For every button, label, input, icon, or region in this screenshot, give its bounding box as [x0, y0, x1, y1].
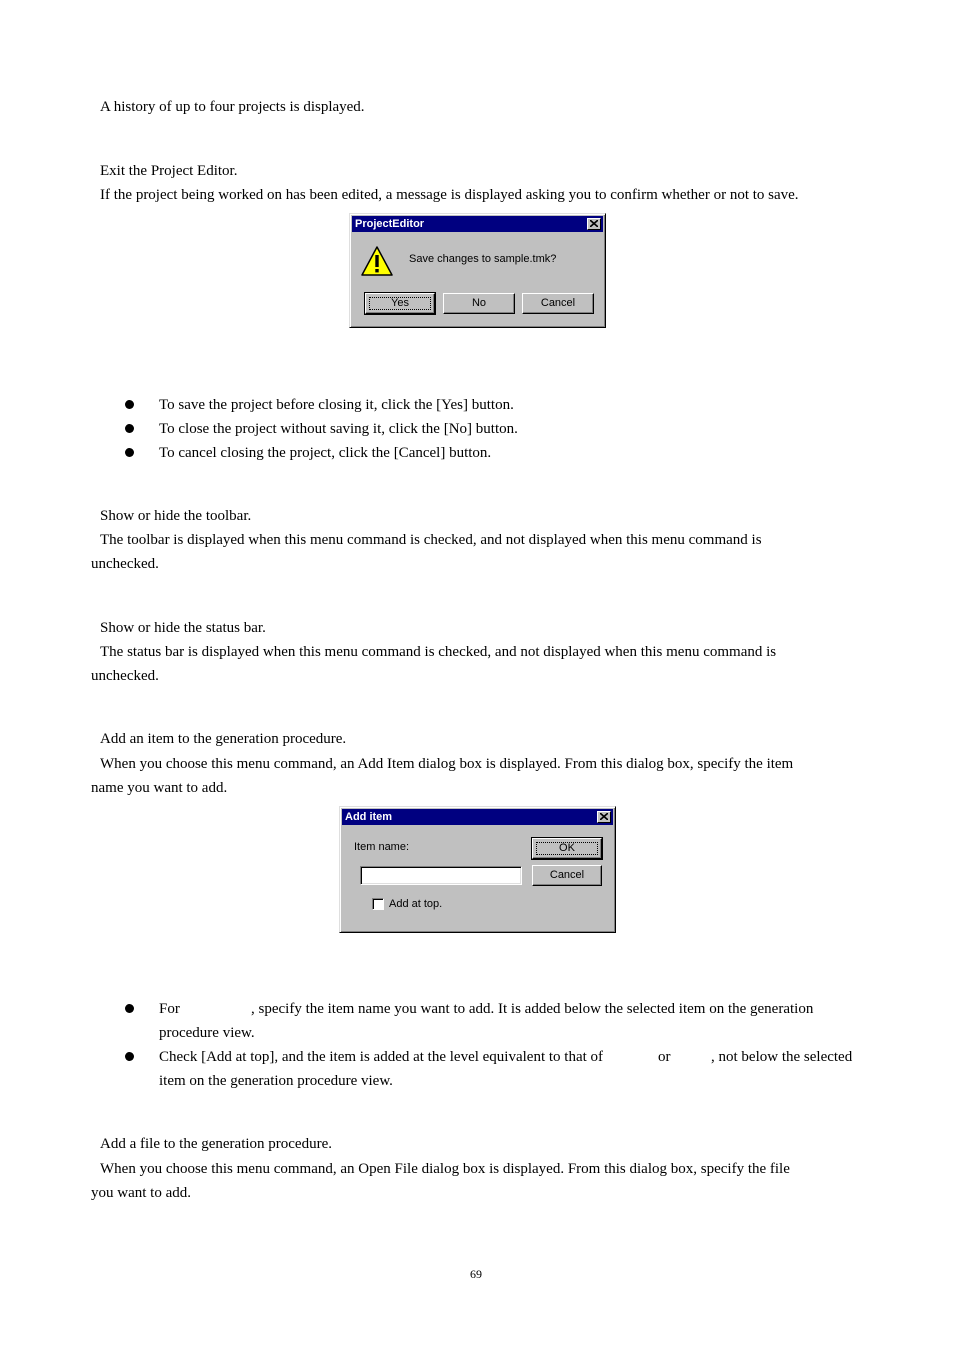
exit-detail: If the project being worked on has been edited, a message is displayed asking you to confirm whether or not to save.: [100, 187, 799, 203]
addfile-detail-cont: you want to add.: [91, 1185, 191, 1201]
statusbar-detail-cont: unchecked.: [91, 668, 159, 684]
cancel-button[interactable]: [532, 865, 602, 886]
no-button[interactable]: [443, 293, 515, 314]
warning-icon: [361, 246, 393, 276]
save-changes-dialog: [349, 213, 606, 328]
cancel-button-label: Cancel: [549, 869, 585, 881]
bullet: [125, 1052, 134, 1061]
toolbar-detail: The toolbar is displayed when this menu command is checked, and not displayed when this menu command is: [100, 532, 762, 548]
no-button-label: No: [471, 297, 487, 309]
bullet: [125, 448, 134, 457]
recent-projects-text: A history of up to four projects is displayed.: [100, 99, 365, 115]
cancel-button-label: Cancel: [540, 297, 576, 309]
add-item-dialog: [339, 806, 616, 933]
ok-button-label: OK: [559, 842, 575, 854]
close-icon: [590, 220, 598, 227]
bullet: [125, 424, 134, 433]
save-message: Save changes to sample.tmk?: [409, 253, 557, 265]
addfile-description: Add a file to the generation procedure.: [100, 1136, 332, 1152]
yes-button[interactable]: [365, 293, 435, 314]
cancel-button[interactable]: [522, 293, 594, 314]
yes-button-label: Yes: [391, 297, 409, 309]
exit-description: Exit the Project Editor.: [100, 163, 238, 179]
list-item: To save the project before closing it, click the [Yes] button.: [159, 397, 514, 413]
add-at-top-label: Add at top.: [389, 898, 443, 910]
page-number: 69: [470, 1267, 482, 1281]
list-item-or: or: [658, 1049, 671, 1065]
list-item-text: , specify the item name you want to add. It is added below the selected item on the generation: [251, 1001, 814, 1017]
add-at-top-checkbox[interactable]: [372, 898, 384, 910]
list-item-text: Check [Add at top], and the item is added at the level equivalent to that of: [159, 1049, 604, 1065]
item-name-label: Item name:: [354, 841, 410, 853]
list-item-text-cont: item on the generation procedure view.: [159, 1073, 393, 1089]
close-button[interactable]: [587, 218, 601, 230]
toolbar-description: Show or hide the toolbar.: [100, 508, 252, 524]
list-item-for: For: [159, 1001, 180, 1017]
close-button[interactable]: [597, 811, 611, 823]
dialog-title: ProjectEditor: [355, 218, 425, 230]
statusbar-detail: The status bar is displayed when this menu command is checked, and not displayed when this menu command is: [100, 644, 777, 660]
close-icon: [600, 813, 608, 820]
additem-detail-cont: name you want to add.: [91, 780, 228, 796]
additem-description: Add an item to the generation procedure.: [100, 731, 347, 747]
statusbar-description: Show or hide the status bar.: [100, 620, 266, 636]
addfile-detail: When you choose this menu command, an Open File dialog box is displayed. From this dialog box, specify the file: [100, 1161, 790, 1177]
list-item-text-tail: , not below the selected: [711, 1049, 853, 1065]
bullet: [125, 1004, 134, 1013]
dialog-title: Add item: [345, 811, 393, 823]
additem-detail: When you choose this menu command, an Add Item dialog box is displayed. From this dialog box, specify the item: [100, 756, 794, 772]
list-item: To cancel closing the project, click the [Cancel] button.: [159, 445, 492, 461]
dialog-titlebar: [352, 216, 603, 232]
dialog-titlebar: [342, 809, 613, 825]
list-item-text-cont: procedure view.: [159, 1025, 255, 1041]
ok-button[interactable]: [532, 838, 602, 859]
bullet: [125, 400, 134, 409]
toolbar-detail-cont: unchecked.: [91, 556, 159, 572]
item-name-input[interactable]: [360, 866, 522, 885]
list-item: To close the project without saving it, click the [No] button.: [159, 421, 518, 437]
